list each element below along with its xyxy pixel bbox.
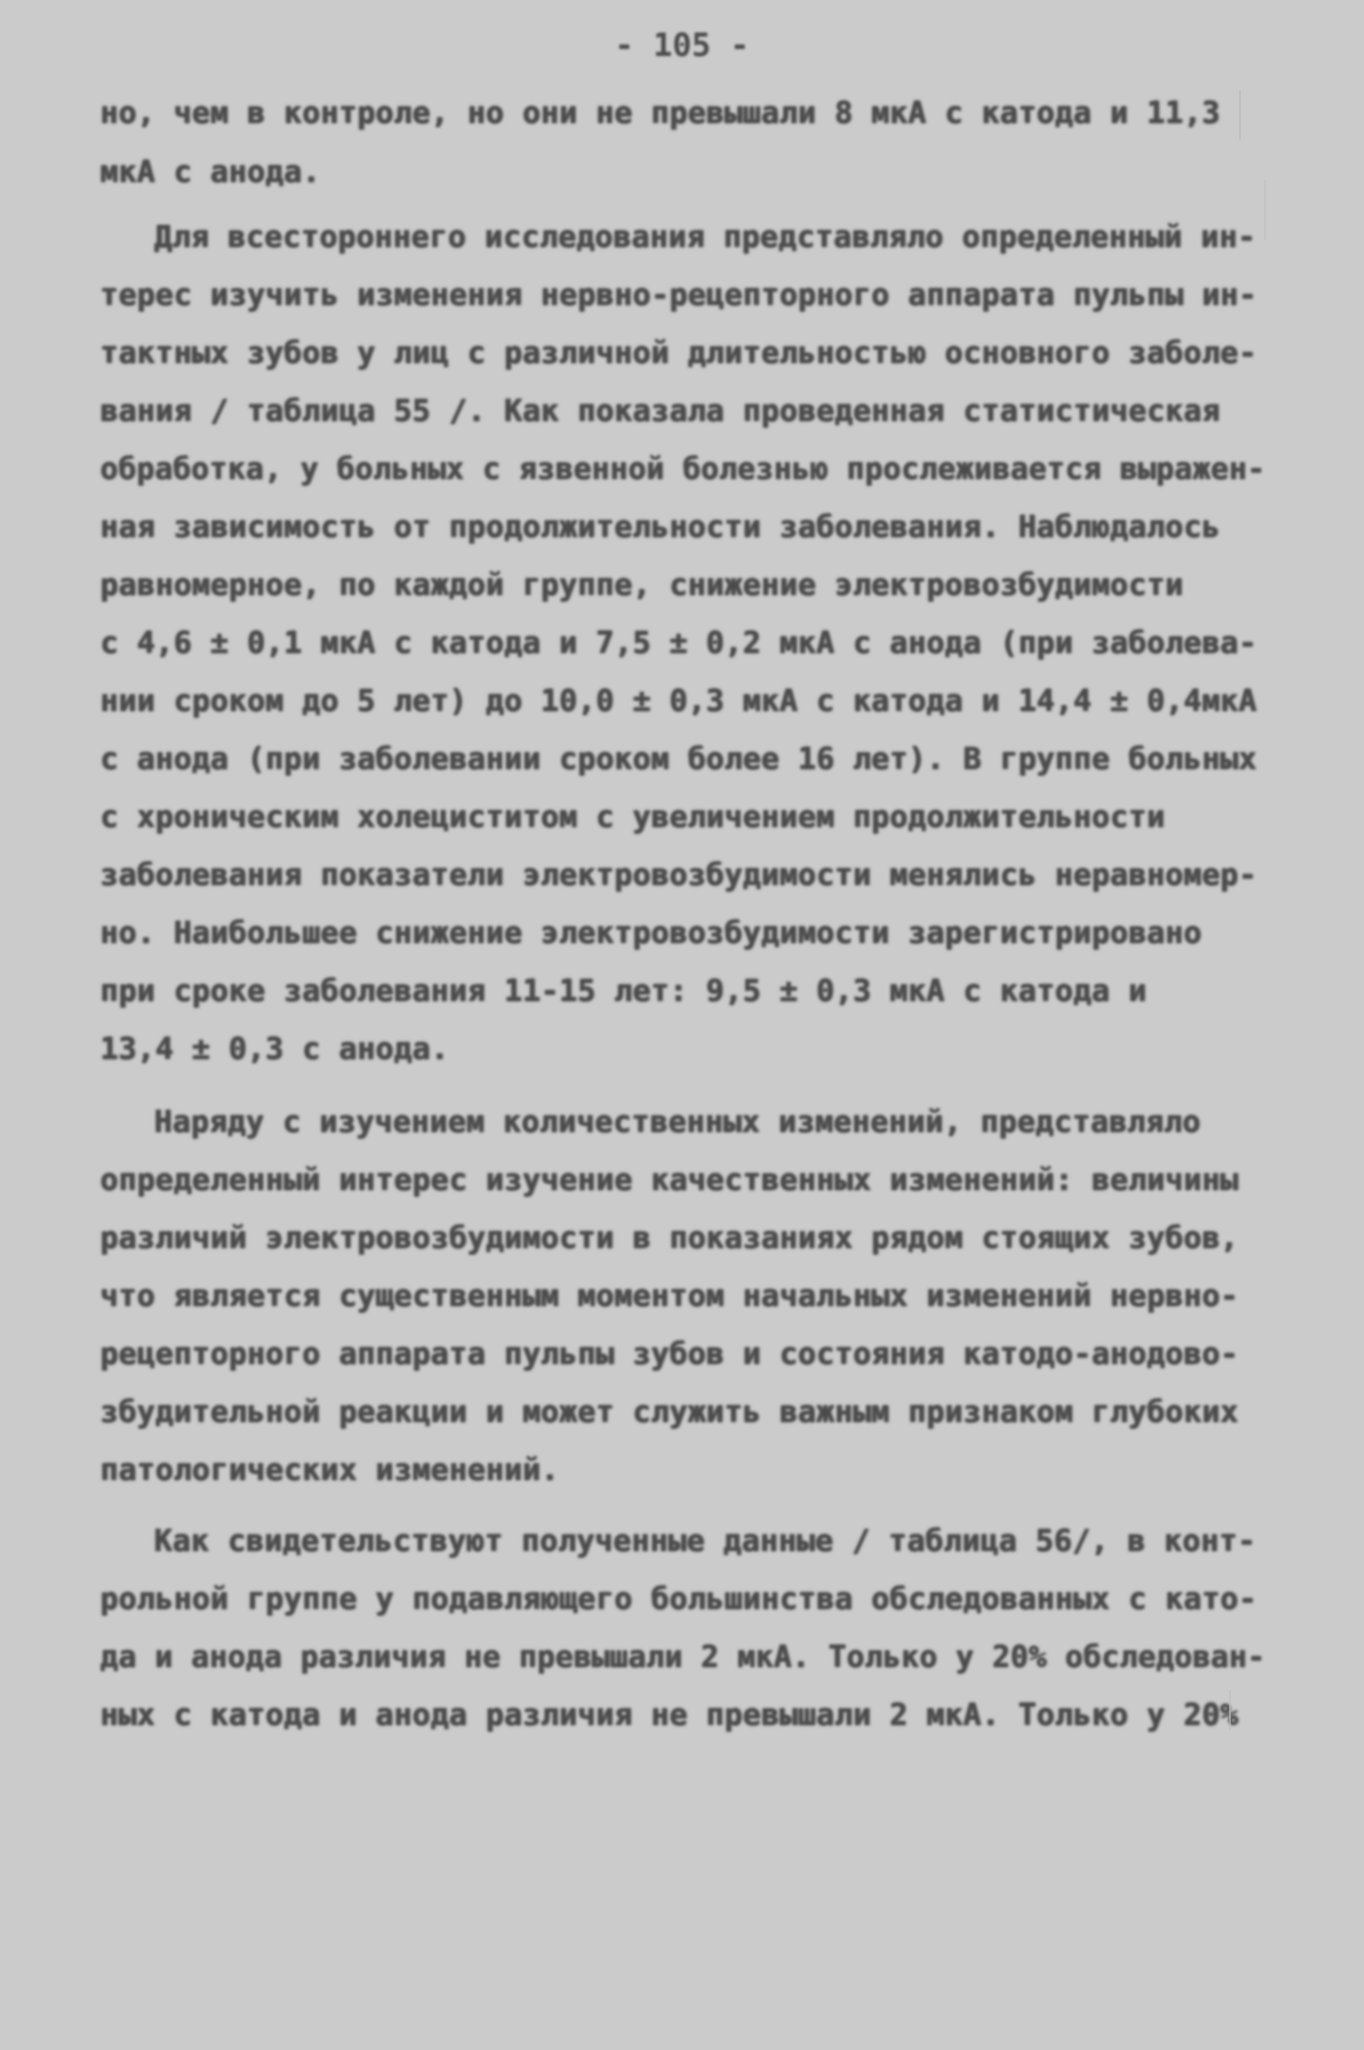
text-line: Наряду с изучением количественных изменений, представляло xyxy=(154,1105,1201,1140)
text-line: с хроническим холециститом с увеличением продолжительности xyxy=(100,800,1165,835)
text-line: тактных зубов у лиц с различной длительностью основного заболе- xyxy=(100,336,1257,371)
text-line: рольной группе у подавляющего большинства обследованных с като- xyxy=(100,1582,1257,1617)
text-line: рецепторного аппарата пульпы зубов и состояния катодо-анодово- xyxy=(100,1337,1239,1372)
text-line: но. Наибольшее снижение электровозбудимости зарегистрировано xyxy=(100,916,1202,951)
text-line: определенный интерес изучение качественных изменений: величины xyxy=(100,1163,1239,1198)
text-line: 13,4 ± 0,3 с анода. xyxy=(100,1032,449,1067)
text-line: различий электровозбудимости в показаниях рядом стоящих зубов, xyxy=(100,1221,1239,1256)
text-line: обработка, у больных с язвенной болезнью прослеживается выражен- xyxy=(100,452,1266,487)
text-line: да и анода различия не превышали 2 мкА. Только у 20% обследован- xyxy=(100,1640,1266,1675)
text-line: ных с катода и анода различия не превышали 2 мкА. Только у 20% xyxy=(100,1698,1239,1733)
text-line: с анода (при заболевании сроком более 16 лет). В группе больных xyxy=(100,742,1257,777)
text-line: нии сроком до 5 лет) до 10,0 ± 0,3 мкА с катода и 14,4 ± 0,4мкА xyxy=(100,684,1257,719)
text-line: заболевания показатели электровозбудимости менялись неравномер- xyxy=(100,858,1257,893)
text-line: при сроке заболевания 11-15 лет: 9,5 ± 0,3 мкА с катода и xyxy=(100,974,1147,1009)
text-line: Как свидетельствуют полученные данные / таблица 56/, в конт- xyxy=(154,1524,1256,1559)
body-text xyxy=(100,0,1265,2050)
text-line: равномерное, по каждой группе, снижение электровозбудимости xyxy=(100,568,1184,603)
text-line: вания / таблица 55 /. Как показала проведенная статистическая xyxy=(100,394,1221,429)
text-line: Для всестороннего исследования представляло определенный ин- xyxy=(154,220,1256,255)
text-line: ная зависимость от продолжительности заболевания. Наблюдалось xyxy=(100,510,1221,545)
text-line: мкА с анода. xyxy=(100,155,321,190)
text-line: что является существенным моментом начальных изменений нервно- xyxy=(100,1279,1239,1314)
page-number: - 105 - xyxy=(614,26,750,64)
text-line: патологических изменений. xyxy=(100,1453,560,1488)
text-line: збудительной реакции и может служить важным признаком глубоких xyxy=(100,1395,1239,1430)
text-line: терес изучить изменения нервно-рецепторного аппарата пульпы ин- xyxy=(100,278,1257,313)
text-line: но, чем в контроле, но они не превышали 8 мкА с катода и 11,3 xyxy=(100,96,1221,131)
text-line: с 4,6 ± 0,1 мкА с катода и 7,5 ± 0,2 мкА с анода (при заболева- xyxy=(100,626,1257,661)
